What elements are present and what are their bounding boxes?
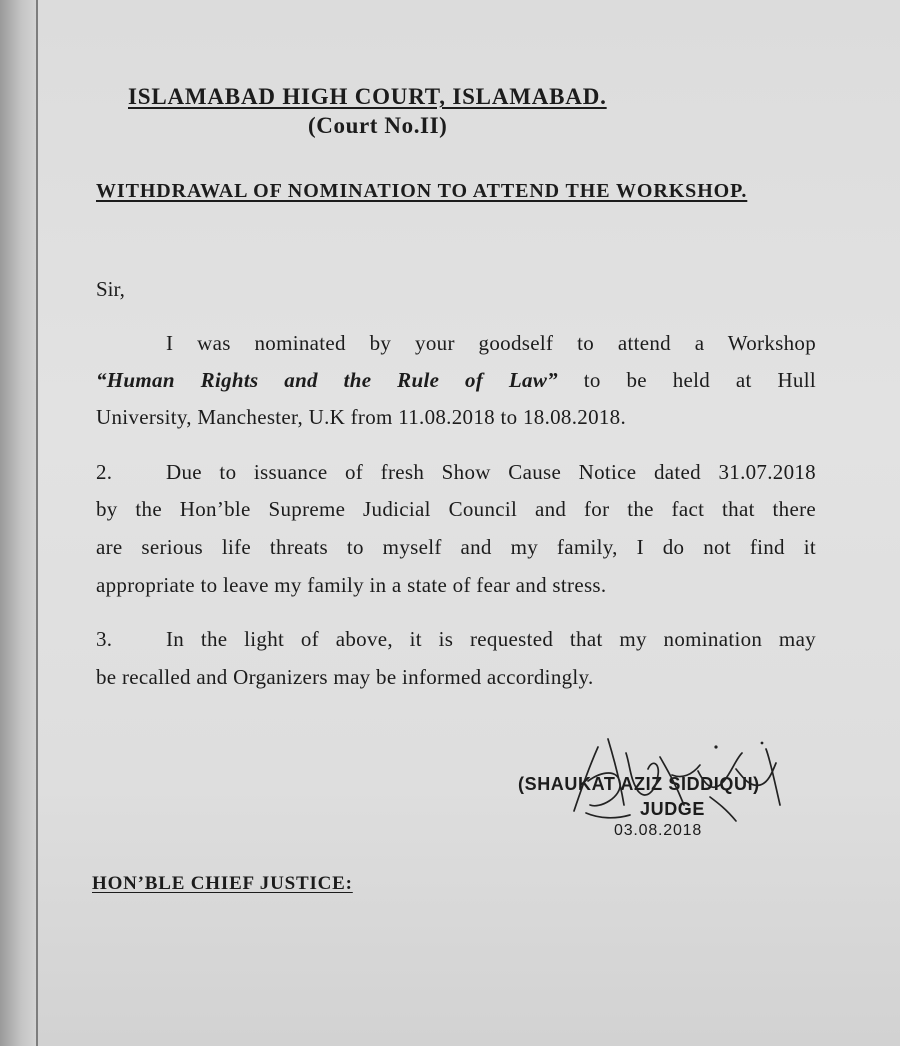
- handwritten-signature: [560, 735, 790, 835]
- para2-line3: are serious life threats to myself and my family, I do not find it: [96, 535, 816, 559]
- letter-subject: WITHDRAWAL OF NOMINATION TO ATTEND THE WORKSHOP.: [96, 180, 748, 202]
- signatory-designation: JUDGE: [640, 799, 706, 819]
- addressee: HON’BLE CHIEF JUSTICE:: [92, 873, 353, 894]
- para3-number: 3.: [96, 627, 113, 651]
- signature-date: 03.08.2018: [614, 822, 703, 839]
- para2-line1: Due to issuance of fresh Show Cause Notice dated 31.07.2018: [166, 460, 816, 484]
- paper-edge: [0, 0, 38, 1046]
- para3-line1: In the light of above, it is requested that my nomination may: [166, 627, 816, 651]
- workshop-title: “Human Rights and the Rule of Law”: [96, 368, 558, 392]
- para1-line2: [96, 368, 816, 393]
- para2-number: 2.: [96, 460, 113, 484]
- para2-line4: appropriate to leave my family in a state of fear and stress.: [96, 573, 607, 597]
- court-number: (Court No.II): [308, 113, 448, 138]
- para1-line2-rest: to be held at Hull: [557, 368, 816, 392]
- signatory-name: (SHAUKAT AZIZ SIDDIQUI): [518, 774, 760, 794]
- court-title: ISLAMABAD HIGH COURT, ISLAMABAD.: [128, 84, 607, 109]
- para1-line1: I was nominated by your goodself to attend a Workshop: [166, 331, 816, 355]
- para3-line2: be recalled and Organizers may be informed accordingly.: [96, 665, 594, 689]
- salutation: Sir,: [96, 277, 125, 301]
- para1-line3: University, Manchester, U.K from 11.08.2018 to 18.08.2018.: [96, 405, 627, 429]
- para2-line2: by the Hon’ble Supreme Judicial Council and for the fact that there: [96, 497, 816, 521]
